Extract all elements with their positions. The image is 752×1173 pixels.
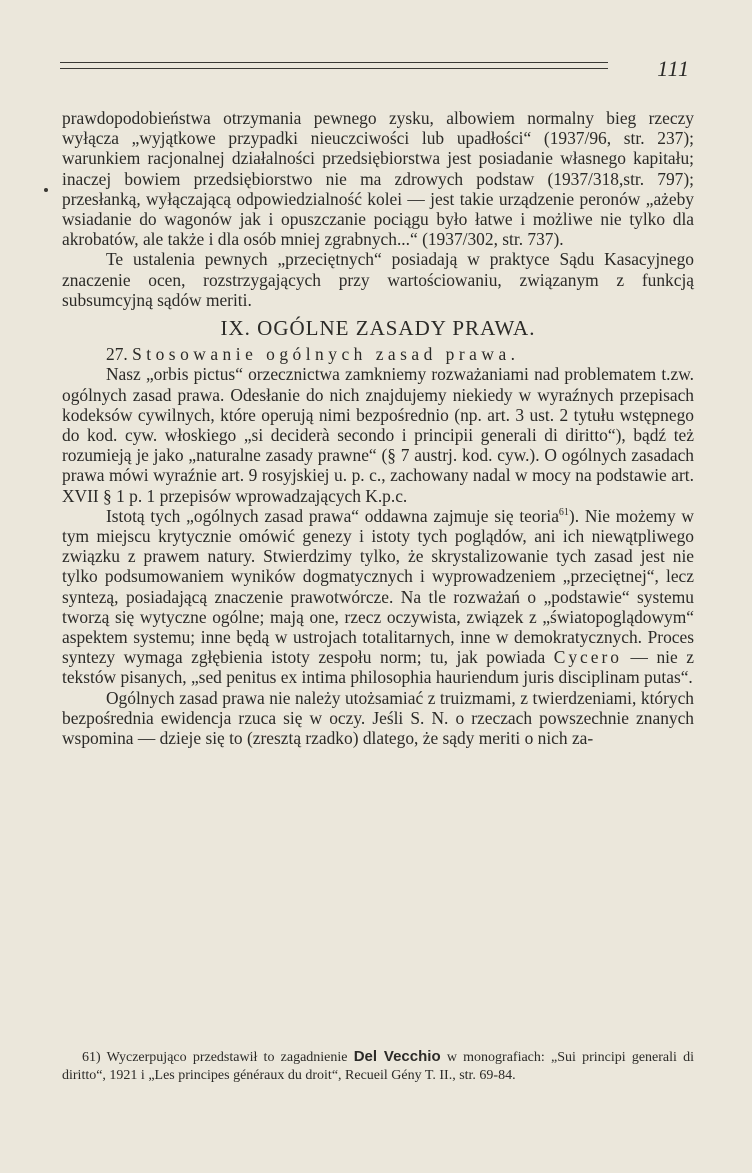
footnote-reference: 61 (558, 507, 569, 519)
paragraph-istota-start: Istotą tych „ogólnych zasad prawa“ oddawna zajmuje się teoria (106, 505, 559, 526)
header-rule-top (60, 62, 608, 63)
subsection-number: 27. (106, 344, 128, 365)
footnote-author-name: Del Vecchio (353, 1048, 441, 1065)
header-rule-bottom (60, 68, 608, 69)
author-cycero: Cycero (553, 647, 622, 668)
page-number: 111 (657, 56, 690, 81)
subsection-title: Stosowanie ogólnych zasad prawa. (132, 344, 520, 365)
footnote-text-start: Wyczerpująco przedstawił to zagadnienie (100, 1050, 354, 1065)
footnote (62, 1048, 694, 1085)
paragraph-continuation: prawdopodobieństwa otrzymania pewnego zysku, albowiem normalny bieg rzeczy wyłącza „wyjątkowe przypadki nieuczciwości lub upadłości“ (1937/96, str. 237); warunkiem racjonalnej działalności przedsiębiorstwa jest posiadanie własnego kapitału; inaczej bowiem przedsiębiorstwo nie ma zdrowych podstaw (1937/318,str. 797); przesłanką, wyłączającą odpowiedzialność kolei — jest takie urządzenie peronów „ażeby wsiadanie do wagonów jak i opuszczanie pociągu było łatwe i możliwe nie tylko dla akrobatów, ale także i dla osób mniej zgrabnych...“ (1937/302, str. 737). (62, 108, 694, 250)
section-title: IX. OGÓLNE ZASADY PRAWA. (220, 316, 536, 341)
margin-dot-mark (44, 188, 48, 192)
paragraph-istota-middle: ). Nie możemy w tym miejscu krytycznie omówić genezy i istoty tych poglądów, ani ich niewątpliwego związku z prawem natury. Stwierdzimy tylko, że skrystalizowanie tych zasad jest nie tylko podsumowaniem wyników dogmatycznych i wyprowadzeniem „przeciętnej“, lecz syntezą, posiadającą znaczenie prawotwórcze. Na tle rozważań o „podstawie“ systemu tworzą się wytyczne ogólne; mają one, rzecz oczywista, związek z „światopoglądowym“ aspektem systemu; inne będą w ustrojach totalitarnych, inne w demokratycznych. Proces syntezy wymaga zgłębienia istoty zespołu norm; tu, jak powiada (62, 505, 694, 668)
paragraph-istota-end: — nie z tekstów pisanych, „sed penitus ex intima philosophia hauriendum juris disciplinam putas“. (62, 647, 694, 688)
header-double-rule (60, 62, 608, 74)
paragraph-truizmy: Ogólnych zasad prawa nie należy utożsamiać z truizmami, z twierdzeniami, których bezpośrednia ewidencja rzuca się w oczy. Jeśli S. N. o rzeczach powszechnie znanych wspomina — dzieje się to (zresztą rzadko) dlatego, że sądy meriti o nich za- (62, 687, 694, 749)
paragraph-orbis-pictus: Nasz „orbis pictus“ orzecznictwa zamkniemy rozważaniami nad problematem t.zw. ogólnych zasad prawa. Odesłanie do nich znajdujemy niekiedy w wyraźnych przepisach kodeksów cywilnych, które operują nimi bezpośrednio (np. art. 3 ust. 2 tytułu wstępnego do kod. cyw. włoskiego „si deciderà secondo i principii generali di diritto“), bądź też rozumieją je jako „naturalne zasady prawne“ (§ 7 austrj. kod. cyw.). O ogólnych zasadach prawa mówi wyraźnie art. 9 rosyjskiej u. p. c., zachowany nadal w mocy na podstawie art. XVII § 1 p. 1 przepisów wprowadzających K.p.c. (62, 364, 694, 506)
subsection-heading (62, 344, 694, 364)
body-text (62, 108, 694, 748)
footnote-marker: 61) (82, 1050, 101, 1065)
paragraph-istota (62, 506, 694, 688)
footnote-text-end: w monografiach: „Sui principi generali di diritto“, 1921 i „Les principes généraux du droit“, Recueil Gény T. II., str. 69-84. (62, 1050, 694, 1083)
paragraph-przecietne: Te ustalenia pewnych „przeciętnych“ posiadają w praktyce Sądu Kasacyjnego znaczenie ocen, rozstrzygających przy wartościowaniu, związanym z funkcją subsumcyjną sądów meriti. (62, 249, 694, 310)
